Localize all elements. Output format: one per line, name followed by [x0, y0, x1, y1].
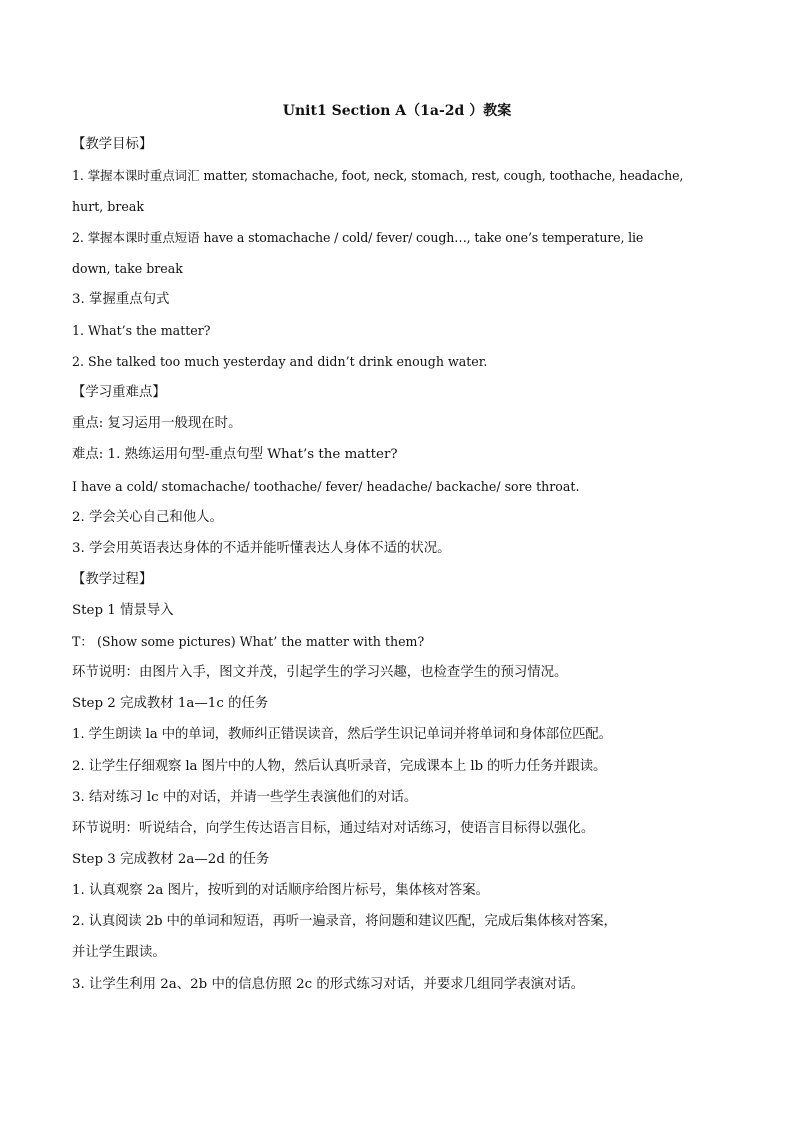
key-point: 重点: 复习运用一般现在时。	[72, 416, 242, 431]
step-1-heading: Step 1 情景导入	[72, 603, 174, 618]
difficult-point-1-example: I have a cold/ stomachache/ toothache/ fever/ headache/ backache/ sore throat.	[72, 479, 580, 494]
step-3-item-2-continued: 并让学生跟读。	[72, 945, 166, 960]
step-3-heading: Step 3 完成教材 2a—2d 的任务	[72, 852, 270, 867]
section-heading-key-difficult-points: 【学习重难点】	[72, 385, 166, 400]
step-2-item-3: 3. 结对练习 lc 中的对话，并请一些学生表演他们的对话。	[72, 790, 418, 805]
step-2-item-1: 1. 学生朗读 la 中的单词，教师纠正错误读音，然后学生识记单词并将单词和身体部位匹配。	[72, 727, 612, 742]
key-sentence-1: 1. What’s the matter?	[72, 323, 211, 338]
goal-1-vocabulary-continued: hurt, break	[72, 199, 144, 214]
goal-1-vocabulary: 1. 掌握本课时重点词汇 matter, stomachache, foot, neck, stomach, rest, cough, toothache, headache,	[72, 168, 684, 183]
step-1-teacher-line: T： (Show some pictures) What’ the matter with them?	[72, 634, 425, 649]
step-2-heading: Step 2 完成教材 1a—1c 的任务	[72, 696, 269, 711]
goal-3-sentences: 3. 掌握重点句式	[72, 292, 170, 307]
document-title: Unit1 Section A（1a-2d ）教案	[282, 103, 512, 119]
section-heading-teaching-process: 【教学过程】	[72, 572, 153, 587]
difficult-point-1: 难点: 1. 熟练运用句型-重点句型 What’s the matter?	[72, 447, 398, 462]
step-3-item-2: 2. 认真阅读 2b 中的单词和短语，再听一遍录音，将问题和建议匹配，完成后集体核对答案，	[72, 914, 617, 929]
difficult-point-2: 2. 学会关心自己和他人。	[72, 510, 223, 525]
step-3-item-1: 1. 认真观察 2a 图片，按听到的对话顺序给图片标号，集体核对答案。	[72, 883, 489, 898]
section-heading-teaching-goals: 【教学目标】	[72, 137, 153, 152]
step-2-item-2: 2. 让学生仔细观察 la 图片中的人物，然后认真听录音，完成课本上 lb 的听力任务并跟读。	[72, 759, 607, 774]
step-1-explanation: 环节说明：由图片入手，图文并茂，引起学生的学习兴趣，也检查学生的预习情况。	[72, 665, 568, 680]
difficult-point-3: 3. 学会用英语表达身体的不适并能听懂表达人身体不适的状况。	[72, 541, 451, 556]
goal-2-phrases-continued: down, take break	[72, 261, 183, 276]
key-sentence-2: 2. She talked too much yesterday and didn’t drink enough water.	[72, 354, 488, 369]
step-2-explanation: 环节说明：听说结合，向学生传达语言目标，通过结对对话练习，使语言目标得以强化。	[72, 821, 595, 836]
goal-2-phrases: 2. 掌握本课时重点短语 have a stomachache / cold/ fever/ cough…, take one’s temperature, lie	[72, 230, 644, 245]
step-3-item-3: 3. 让学生利用 2a、2b 中的信息仿照 2c 的形式练习对话，并要求几组同学表演对话。	[72, 977, 585, 992]
